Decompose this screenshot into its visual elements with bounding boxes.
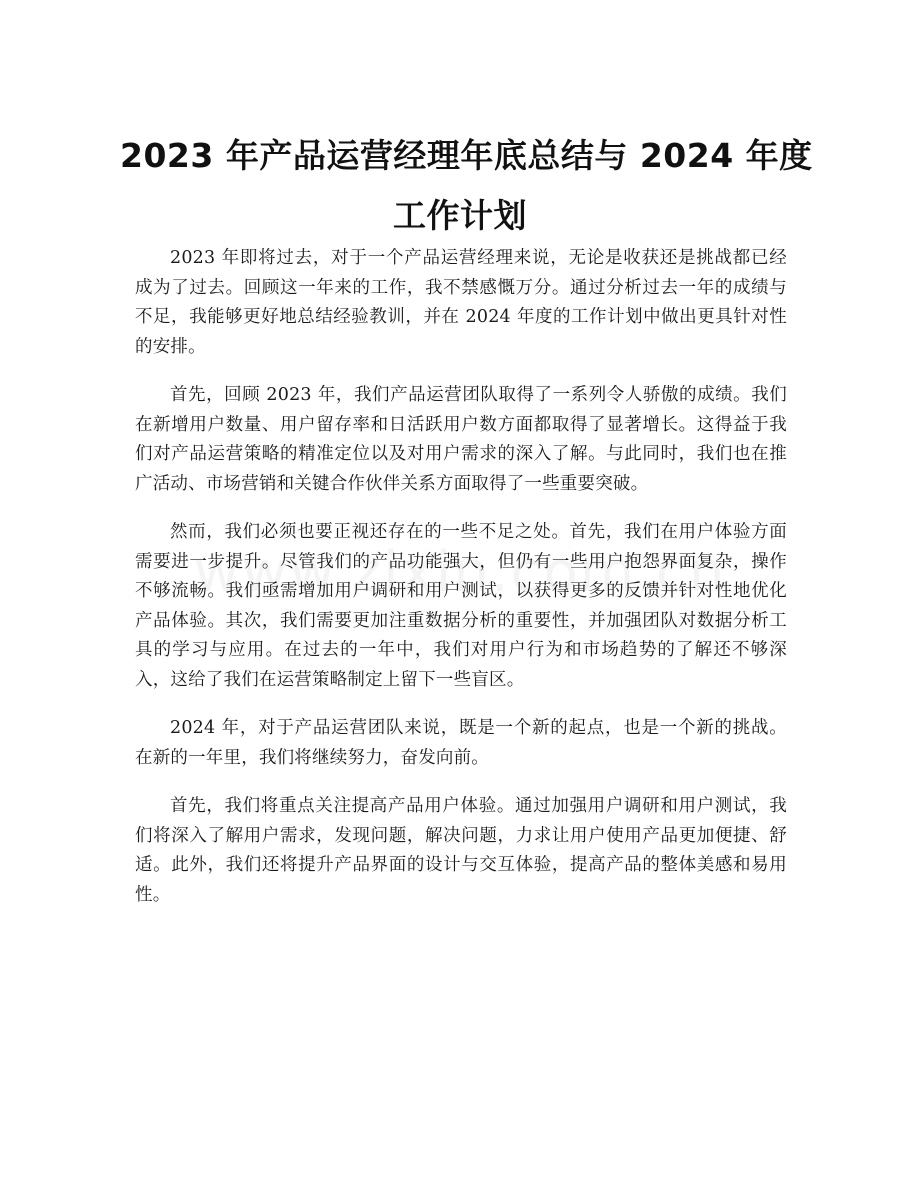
- title-line-2: 工作计划: [393, 196, 527, 236]
- paragraph-2024-outlook: 2024 年，对于产品运营团队来说，既是一个新的起点，也是一个新的挑战。在新的一年里，我们将继续努力，奋发向前。: [135, 718, 787, 768]
- document-body: [135, 244, 787, 929]
- paragraph-intro: 2023 年即将过去，对于一个产品运营经理来说，无论是收获还是挑战都已经成为了过去。回顾这一年来的工作，我不禁感慨万分。通过分析过去一年的成绩与不足，我能够更好地总结经验教训，并在 2024 年度的工作计划中做出更具针对性的安排。: [135, 248, 787, 357]
- page-title: [120, 126, 813, 246]
- title-line-1: 2023 年产品运营经理年底总结与 2024 年度: [120, 136, 813, 176]
- paragraph-shortcomings: 然而，我们必须也要正视还存在的一些不足之处。首先，我们在用户体验方面需要进一步提升。尽管我们的产品功能强大，但仍有一些用户抱怨界面复杂，操作不够流畅。我们亟需增加用户调研和用户测试，以获得更多的反馈并针对性地优化产品体验。其次，我们需要更加注重数据分析的重要性，并加强团队对数据分析工具的学习与应用。在过去的一年中，我们对用户行为和市场趋势的了解还不够深入，这给了我们在运营策略制定上留下一些盲区。: [135, 522, 787, 690]
- paragraph-achievements: 首先，回顾 2023 年，我们产品运营团队取得了一系列令人骄傲的成绩。我们在新增用户数量、用户留存率和日活跃用户数方面都取得了显著增长。这得益于我们对产品运营策略的精准定位以及对用户需求的深入了解。与此同时，我们也在推广活动、市场营销和关键合作伙伴关系方面取得了一些重要突破。: [135, 385, 787, 494]
- paragraph-user-experience-plan: 首先，我们将重点关注提高产品用户体验。通过加强用户调研和用户测试，我们将深入了解用户需求，发现问题，解决问题，力求让用户使用产品更加便捷、舒适。此外，我们还将提升产品界面的设计与交互体验，提高产品的整体美感和易用性。: [135, 796, 787, 905]
